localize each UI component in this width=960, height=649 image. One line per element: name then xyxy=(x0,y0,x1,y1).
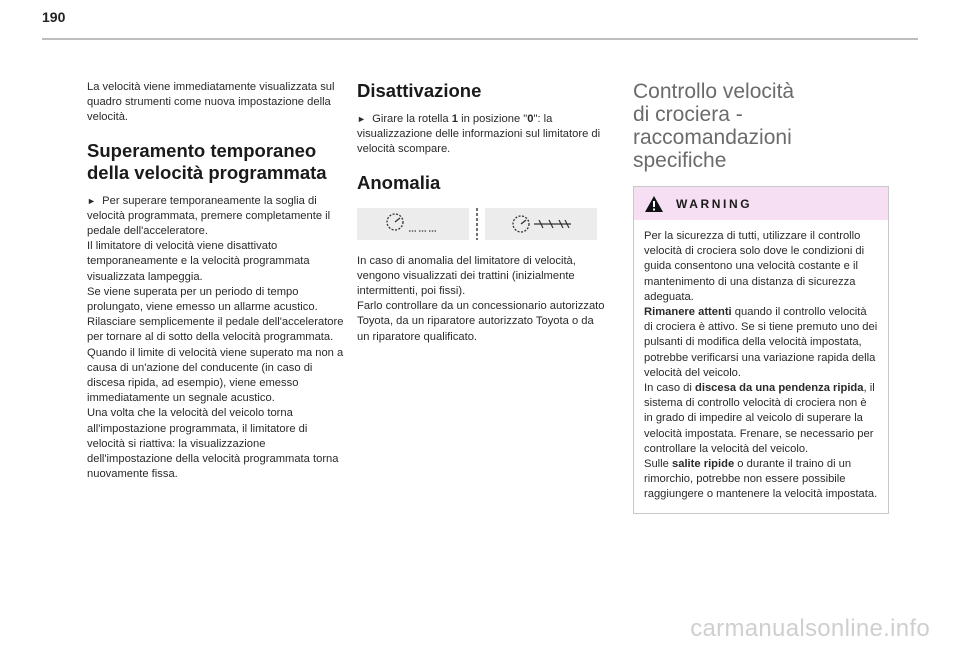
position-zero: 0 xyxy=(527,113,534,125)
override-paragraph-5: Una volta che la velocità del veicolo torna all'impostazione programmata, il limitatore di velocità si riattiva: la visualizzazione dell'impostazione della velocità programmata torna nuovamente fissa. xyxy=(87,407,339,481)
display-fixed-panel xyxy=(485,208,597,240)
triangle-bullet-icon: ► xyxy=(357,114,366,124)
dial-number: 1 xyxy=(451,113,458,125)
section-heading-temporary-override: Superamento temporaneo della velocità programmata xyxy=(87,139,327,183)
override-paragraph-1: Il limitatore di velocità viene disattivato temporaneamente e la velocità programmata visualizzata lampeggia. xyxy=(87,240,310,283)
warning-paragraph-3 xyxy=(644,381,878,457)
deactivation-text-3: ": la visualizzazione delle informazioni sul limitatore di velocità scompare. xyxy=(357,113,601,156)
illustration-divider xyxy=(469,208,485,240)
deactivation-bullet xyxy=(357,112,609,158)
warning-paragraph-3-lead: In caso di xyxy=(644,382,695,395)
warning-emphasis-climbs: salite ripide xyxy=(672,458,735,471)
warning-paragraph-1: Per la sicurezza di tutti, utilizzare il controllo velocità di crociera solo dove le condizioni di guida consentono una velocità costante e il mantenimento di una distanza di sicurezza adeguata. xyxy=(644,230,865,303)
intro-paragraph: La velocità viene immediatamente visualizzata sul quadro strumenti come nuova impostazione della velocità. xyxy=(87,81,335,124)
display-flashing-panel xyxy=(357,208,469,240)
anomaly-display-illustration xyxy=(357,208,599,240)
deactivation-text-2: in posizione " xyxy=(457,113,528,125)
warning-emphasis-descent: discesa da una pendenza ripida xyxy=(695,382,864,395)
warning-title: WARNING xyxy=(676,196,753,211)
column-2 xyxy=(357,80,609,345)
header-divider xyxy=(42,38,918,40)
override-paragraph-2: Se viene superata per un periodo di tempo prolungato, viene emesso un allarme acustico. xyxy=(87,285,318,314)
warning-paragraph-4 xyxy=(644,457,878,503)
override-bullet-text: Per superare temporaneamente la soglia di velocità programmata, premere completamente il pedale dell'acceleratore. xyxy=(87,194,331,238)
watermark: carmanualsonline.info xyxy=(690,615,930,642)
warning-paragraph-2-text: quando il controllo velocità di crociera è attivo. Se si tiene premuto uno dei pulsanti di modifica della velocità impostata, potrebbe verificarsi una variazione rapida della velocità del veicolo. xyxy=(644,306,878,379)
warning-header xyxy=(634,187,888,220)
override-paragraph-3: Rilasciare semplicemente il pedale dell'acceleratore per tornare al di sotto della velocità programmata. xyxy=(87,316,344,344)
speed-limiter-dashes-flashing-icon xyxy=(383,212,443,236)
section-heading-cruise-control: Controllo velocità di crociera - raccomandazioni specifiche xyxy=(633,80,795,172)
warning-triangle-icon xyxy=(644,195,664,213)
section-heading-anomaly: Anomalia xyxy=(357,171,441,193)
column-1 xyxy=(87,80,345,482)
section-heading-deactivation: Disattivazione xyxy=(357,80,482,101)
speed-limiter-dashes-fixed-icon xyxy=(509,212,573,236)
warning-paragraph-3-text: , il sistema di controllo velocità di crociera non è in grado di impedire al veicolo di superare la velocità impostata. Frenare, se necessario per controllare la velocità del veicolo. xyxy=(644,382,875,455)
warning-paragraph-4-lead: Sulle xyxy=(644,458,672,471)
warning-body xyxy=(634,220,888,513)
warning-box xyxy=(633,186,889,514)
override-paragraph-4: Quando il limite di velocità viene superato ma non a causa di un'azione del conducente (in caso di discesa ripida, ad esempio), viene emesso immediatamente un segnale acustico. xyxy=(87,346,344,405)
anomaly-paragraph-2: Farlo controllare da un concessionario autorizzato Toyota, da un riparatore autorizzato Toyota o da un riparatore qualificato. xyxy=(357,300,605,343)
triangle-bullet-icon: ► xyxy=(87,195,96,206)
column-3 xyxy=(633,80,889,514)
deactivation-text-1: Girare la rotella xyxy=(372,113,452,125)
override-bullet xyxy=(87,194,345,240)
page-number: 190 xyxy=(42,9,66,25)
warning-paragraph-4-text: o durante il traino di un rimorchio, potrebbe non essere possibile raggiungere o mantenere la velocità impostata. xyxy=(644,458,878,501)
warning-emphasis-stay-alert: Rimanere attenti xyxy=(644,306,732,319)
warning-paragraph-2 xyxy=(644,305,878,381)
anomaly-paragraph-1: In caso di anomalia del limitatore di velocità, vengono visualizzati dei trattini (inizialmente intermittenti, poi fissi). xyxy=(357,254,576,298)
